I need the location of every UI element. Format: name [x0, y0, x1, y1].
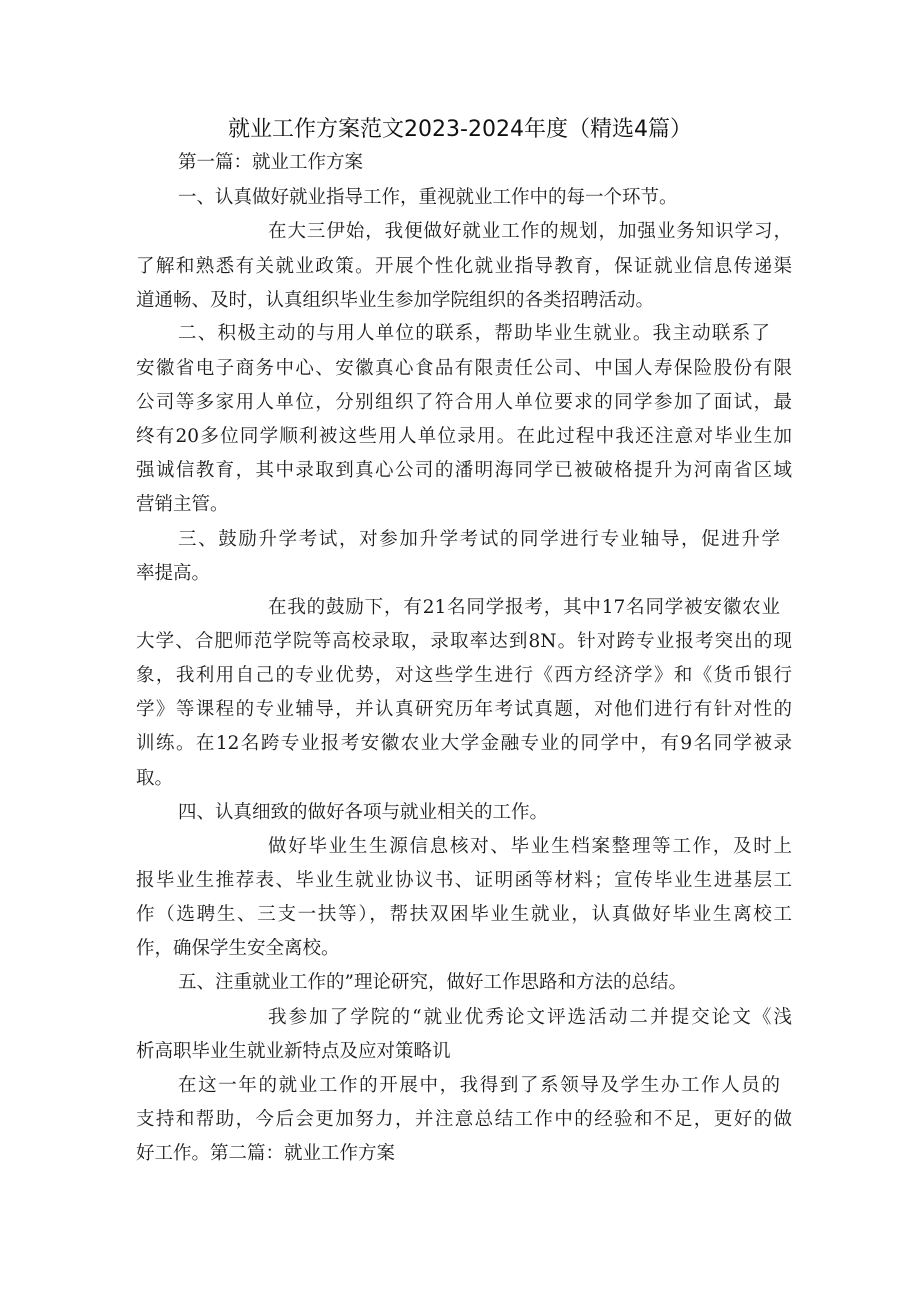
paragraph-line: 强诚信教育，其中录取到真心公司的潘明海同学已被破格提升为河南省区域: [136, 460, 792, 481]
paragraph-line: 终有20多位同学顺利被这些用人单位录用。在此过程中我还注意对毕业生加: [136, 426, 792, 447]
paragraph-line: 象，我利用自己的专业优势，对这些学生进行《西方经济学》和《货币银行: [136, 665, 792, 686]
paragraph-line: 支持和帮助，今后会更加努力，并注意总结工作中的经验和不足，更好的做: [136, 1109, 792, 1130]
paragraph-line: 率提高。: [136, 563, 211, 584]
paragraph-line: 营销主管。: [136, 494, 229, 515]
paragraph-line: 道通畅、及时，认真组织毕业生参加学院组织的各类招聘活动。: [136, 290, 655, 311]
paragraph-line: 在这一年的就业工作的开展中，我得到了系领导及学生办工作人员的: [178, 1075, 780, 1096]
heading-item-five: 五、注重就业工作的”理论研究，做好工作思路和方法的总结。: [178, 972, 687, 993]
paragraph-line: 作，确保学生安全离校。: [136, 938, 340, 959]
paragraph-line: 取。: [136, 768, 174, 789]
paragraph-line: 析高职毕业生就业新特点及应对策略讥: [136, 1041, 451, 1062]
paragraph-line: 公司等多家用人单位，分别组织了符合用人单位要求的同学参加了面试，最: [136, 392, 792, 413]
document-title: 就业工作方案范文2023-2024年度（精选4篇）: [228, 117, 692, 142]
paragraph-line: 学》等课程的专业辅导，并认真研究历年考试真题，对他们进行有针对性的: [136, 699, 792, 720]
heading-item-three: 三、鼓励升学考试，对参加升学考试的同学进行专业轴导，促进升学: [178, 529, 780, 550]
paragraph-line: 做好毕业生生源信息核对、毕业生档案整理等工作，及时上: [268, 836, 792, 857]
paragraph-line: 了解和熟悉有关就业政策。开展个性化就业指导教育，保证就业信息传递渠: [136, 256, 792, 277]
paragraph-line: 好工作。第二篇：就业工作方案: [136, 1143, 396, 1164]
heading-item-two: 二、积极主动的与用人单位的联系，帮助毕业生就业。我主动联系了: [178, 323, 770, 344]
paragraph-line: 在我的鼓励下，有21名同学报考，其中17名同学被安徽农业: [268, 597, 780, 618]
paragraph-line: 在大三伊始，我便做好就业工作的规划，加强业务知识学习，: [268, 221, 792, 242]
paragraph-line: 训练。在12名跨专业报考安徽农业大学金融专业的同学中，有9名同学被录: [136, 733, 792, 754]
paragraph-line: 我参加了学院的“就业优秀论文评选活动二并提交论文《浅: [268, 1007, 792, 1028]
paragraph-line: 报毕业生推荐表、毕业生就业协议书、证明函等材料；宣传毕业生进基层工: [136, 870, 792, 891]
paragraph-line: 大学、合肥师范学院等高校录取，录取率达到8N。针对跨专业报考突出的现: [136, 631, 792, 652]
paragraph-line: 安徽省电子商务中心、安徽真心食品有限责任公司、中国人寿保险股份有限: [136, 358, 792, 379]
heading-item-one: 一、认真做好就业指导工作，重视就业工作中的每一个环节。: [178, 187, 678, 208]
heading-item-four: 四、认真细致的做好各项与就业相关的工作。: [178, 802, 549, 823]
paragraph-line: 作（选聘生、三支一扶等），帮扶双困毕业生就业，认真做好毕业生离校工: [136, 904, 792, 925]
section-heading-first-article: 第一篇：就业工作方案: [178, 152, 364, 173]
